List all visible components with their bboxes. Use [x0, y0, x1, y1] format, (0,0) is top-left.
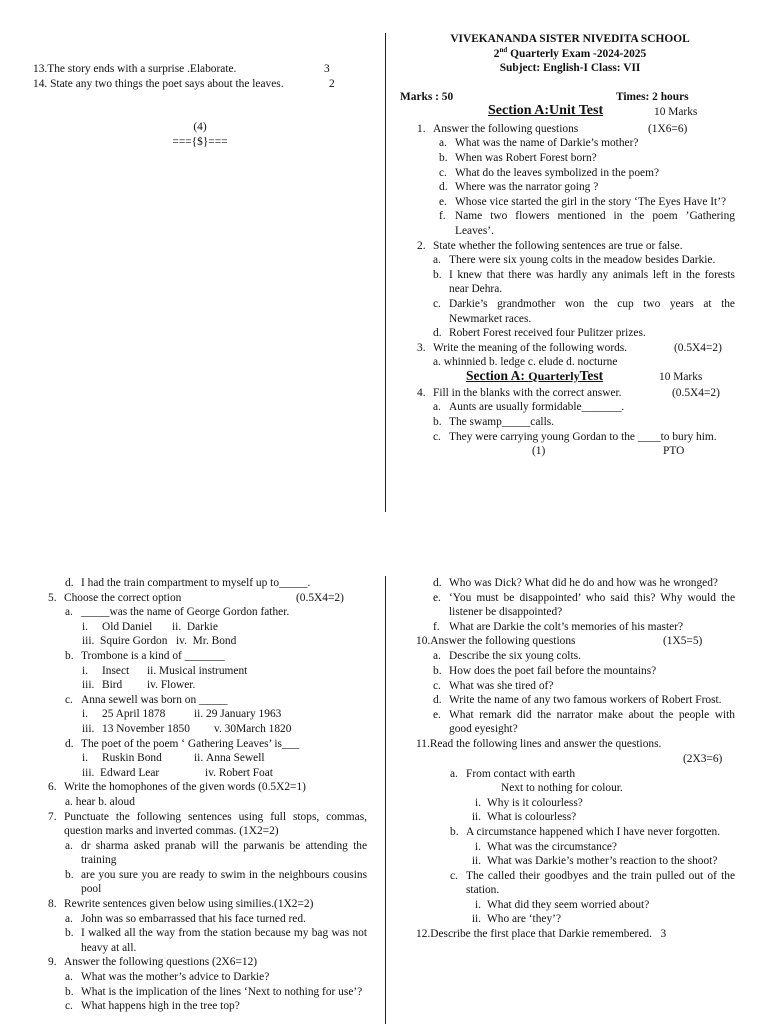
- item-label: f.: [433, 620, 440, 633]
- item-text: ‘You must be disappointed’ who said this? Why would the listener be disappointed?: [449, 591, 735, 619]
- school-name: VIVEKANANDA SISTER NIVEDITA SCHOOL: [450, 33, 690, 45]
- option-text: Darkie: [186, 620, 218, 633]
- question-9-stem: [48, 955, 367, 970]
- question-13-marks: 3: [324, 63, 330, 75]
- section-a-quarterly-marks: 10 Marks: [659, 370, 703, 383]
- list-item: [433, 708, 735, 737]
- question-3-stem: [417, 341, 740, 356]
- question-6-stem: [48, 780, 368, 795]
- option-row: [82, 664, 368, 679]
- question-14-text: 14. State any two things the poet says about the leaves.: [33, 78, 284, 90]
- list-item: [439, 166, 735, 181]
- item-label: a.: [65, 606, 73, 619]
- item-label: c.: [450, 869, 458, 882]
- list-item: [433, 297, 735, 326]
- sub-question-label: ii.: [471, 913, 481, 926]
- item-text: I walked all the way from the station because my bag was not heavy at all.: [81, 927, 367, 954]
- item-label: e.: [439, 195, 447, 208]
- question-9-continued: [416, 576, 735, 634]
- item-text: What was the mother’s advice to Darkie?: [81, 971, 270, 984]
- item-label: c.: [433, 430, 441, 443]
- option-label: v.: [214, 722, 222, 735]
- section-a-quarterly-title: [466, 369, 603, 384]
- sub-question-text: Who are ‘they’?: [487, 913, 561, 926]
- option-row: [82, 707, 368, 722]
- item-text: There were six young colts in the meadow besides Darkie.: [449, 254, 716, 267]
- end-marker: ==={$}===: [172, 135, 228, 148]
- subject-line: Subject: English-I Class: VII: [499, 62, 641, 75]
- item-label: c.: [439, 166, 447, 179]
- question-2-stem: [417, 239, 740, 254]
- question-10-text: Answer the following questions: [430, 635, 576, 648]
- item-label: b.: [433, 664, 442, 677]
- item-label: a.: [65, 839, 73, 852]
- option-text: Musical instrument: [159, 664, 248, 677]
- item-label: a.: [450, 767, 458, 780]
- question-11-marks-row: [416, 752, 738, 767]
- question-11c: [416, 869, 735, 927]
- question-1-number: 1.: [417, 122, 426, 135]
- sub-question-text: What did they seem worried about?: [487, 898, 650, 911]
- list-item: [65, 999, 367, 1014]
- option-row: [65, 766, 368, 781]
- question-13-text: 13.The story ends with a surprise .Elaborate.: [33, 63, 237, 75]
- question-11-stem: [416, 737, 738, 752]
- list-item: [433, 649, 735, 664]
- question-1: [400, 122, 740, 239]
- sub-question-label: i.: [474, 840, 481, 853]
- option-text: Edward Lear: [100, 766, 160, 779]
- list-item: [439, 136, 735, 151]
- item-text: Whose vice started the girl in the story ‘The Eyes Have It’?: [455, 195, 727, 208]
- extract-text: A circumstance happened which I have never forgotten.: [466, 825, 721, 838]
- question-2: [400, 239, 740, 341]
- option-label: iv.: [175, 635, 187, 648]
- question-2-number: 2.: [417, 239, 426, 252]
- section-a-quarterly-heading: [400, 367, 740, 386]
- list-item: [439, 209, 735, 238]
- exam-number: 2: [493, 47, 500, 60]
- item-label: c.: [65, 1000, 73, 1013]
- question-5: [48, 591, 368, 781]
- option-row: [82, 722, 368, 737]
- item-label: b.: [433, 268, 442, 281]
- question-11-text: Read the following lines and answer the questions.: [429, 737, 662, 750]
- item-text: John was so embarrassed that his face turned red.: [81, 912, 306, 925]
- option-label: ii.: [172, 620, 182, 633]
- list-item: [439, 180, 735, 195]
- question-6-words: a. hear b. aloud: [65, 795, 135, 808]
- sub-question-text: What is colourless?: [487, 811, 577, 824]
- item-label: a.: [433, 254, 441, 267]
- question-13: [33, 62, 353, 77]
- question-5-items: [48, 605, 368, 780]
- question-11b: [416, 825, 735, 869]
- question-12-marks: 3: [660, 928, 667, 941]
- question-6-text: Write the homophones of the given words (0.5X2=1): [64, 781, 306, 794]
- option-label: i.: [82, 708, 89, 721]
- exam-suffix: nd: [499, 45, 508, 54]
- sub-questions: [450, 840, 735, 869]
- list-item: [439, 195, 735, 210]
- item-text: When was Robert Forest born?: [455, 151, 597, 164]
- list-item: [65, 868, 367, 897]
- question-7: [48, 810, 367, 898]
- question-3: [400, 341, 740, 370]
- item-text: Anna sewell was born on _____: [81, 693, 228, 706]
- extract-line: [450, 767, 735, 782]
- item-label: b.: [65, 649, 74, 662]
- question-7-items: [48, 839, 367, 897]
- item-text: What are Darkie the colt’s memories of his master?: [449, 620, 684, 633]
- list-item: [433, 664, 735, 679]
- option-label: ii.: [194, 708, 204, 721]
- option-text: Anna Sewell: [206, 752, 265, 765]
- page2-left-column: [48, 576, 368, 1024]
- sub-question: [467, 796, 735, 811]
- option-text: Squire Gordon: [100, 635, 168, 648]
- page1-divider: [385, 33, 386, 512]
- option-text: 25 April 1878: [102, 708, 166, 721]
- question-6: [48, 780, 368, 809]
- option-label: ii.: [147, 664, 157, 677]
- list-item: [433, 326, 735, 341]
- question-11-marks: (2X3=6): [683, 752, 723, 765]
- item-label: e.: [433, 708, 441, 721]
- page1-left-column: [33, 62, 353, 502]
- question-4-number: 4.: [417, 386, 426, 399]
- option-row: [65, 634, 368, 649]
- question-7-text: Punctuate the following sentences using full stops, commas, question marks and inverted commas. (1X2=2): [64, 810, 367, 838]
- question-5-marks: (0.5X4=2): [296, 591, 344, 604]
- section-title-part-c: Test: [579, 367, 604, 383]
- list-item: [65, 839, 367, 868]
- question-5-text: Choose the correct option: [64, 591, 182, 604]
- question-3-text: Write the meaning of the following words.: [433, 341, 628, 354]
- item-text: Trombone is a kind of _______: [81, 649, 225, 662]
- question-8-items: [48, 912, 367, 956]
- question-14: [33, 77, 353, 92]
- option-label: i.: [82, 620, 89, 633]
- list-item: [433, 268, 735, 297]
- sub-question-label: ii.: [471, 855, 481, 868]
- question-3-number: 3.: [417, 341, 426, 354]
- item-text: Darkie’s grandmother won the cup two years at the Newmarket races.: [449, 297, 735, 325]
- item-label: b.: [65, 927, 74, 940]
- item-label: b.: [433, 416, 442, 429]
- sub-questions: [450, 796, 735, 825]
- option-text: Old Daniel: [102, 620, 153, 633]
- question-4-stem: [417, 386, 740, 401]
- question-8-number: 8.: [48, 898, 57, 911]
- item-label: d.: [433, 694, 442, 707]
- sub-question: [467, 912, 735, 927]
- question-9-number: 9.: [48, 956, 57, 969]
- list-item: [433, 576, 735, 591]
- item-text: What is the implication of the lines ‘Next to nothing for use’?: [81, 985, 363, 998]
- option-label: iii.: [82, 766, 95, 779]
- question-11a: [416, 767, 735, 825]
- question-5-number: 5.: [48, 591, 57, 604]
- item-text: What remark did the narrator make about the people with good eyesight?: [449, 708, 735, 736]
- question-8: [48, 897, 367, 955]
- question-1-stem: [417, 122, 740, 137]
- extract-line: [450, 869, 735, 898]
- option-label: iv.: [147, 679, 158, 692]
- question-4-items: [417, 400, 735, 444]
- option-text: Robert Foat: [218, 766, 273, 779]
- page2-right-column: [416, 576, 738, 1024]
- question-11-number: 11.: [416, 737, 430, 750]
- pto-label: PTO: [663, 445, 685, 458]
- page-number-1: (1): [532, 445, 546, 458]
- item-text: Aunts are usually formidable_______.: [449, 401, 625, 414]
- question-9: [48, 955, 367, 1013]
- option-text: 30March 1820: [224, 722, 292, 735]
- item-label: d.: [439, 181, 448, 194]
- sub-question-text: Why is it colourless?: [487, 796, 583, 809]
- item-label: d.: [65, 737, 74, 750]
- list-item: [433, 430, 735, 445]
- list-item: [65, 985, 367, 1000]
- item-label: d.: [65, 577, 74, 589]
- exam-title-rest: Quarterly Exam -2024-2025: [507, 47, 647, 60]
- item-text: The swamp_____calls.: [449, 416, 555, 429]
- question-4-text: Fill in the blanks with the correct answer.: [433, 386, 622, 399]
- question-1-marks: (1X6=6): [648, 122, 688, 135]
- item-text: What was the name of Darkie’s mother?: [455, 137, 639, 150]
- option-label: iii.: [82, 679, 95, 692]
- question-12: [416, 927, 738, 942]
- question-3-words: a. whinnied b. ledge c. elude d. nocturne: [433, 356, 618, 369]
- question-12-number: 12.: [416, 928, 431, 941]
- item-label: a.: [65, 971, 73, 984]
- sub-question: [467, 810, 735, 825]
- item-text: I knew that there was hardly any animals left in the forests near Dehra.: [449, 268, 735, 296]
- item-label: a.: [433, 650, 441, 663]
- section-a-unit-marks: 10 Marks: [654, 105, 698, 118]
- page1-right-column: [400, 32, 740, 510]
- item-text: What was she tired of?: [449, 679, 554, 692]
- question-6-number: 6.: [48, 781, 57, 794]
- option-text: Ruskin Bond: [102, 752, 162, 765]
- list-item: [65, 737, 368, 781]
- question-5-stem: [48, 591, 368, 606]
- question-1-items: [417, 136, 735, 238]
- section-a-unit-title: Section A:Unit Test: [488, 102, 604, 118]
- sub-question-label: i.: [474, 796, 481, 809]
- item-text: I had the train compartment to myself up to_____.: [81, 577, 311, 589]
- extract-line: [450, 825, 735, 840]
- question-4d: [65, 576, 368, 591]
- question-7-stem: [48, 810, 367, 839]
- question-10-number: 10.: [416, 635, 431, 648]
- item-text: How does the poet fail before the mountains?: [449, 664, 657, 677]
- question-14-marks: 2: [329, 78, 335, 90]
- extract-text: The called their goodbyes and the train pulled out of the station.: [466, 869, 735, 897]
- sub-question-text: What was Darkie’s mother’s reaction to the shoot?: [487, 855, 718, 868]
- option-text: Bird: [102, 679, 123, 692]
- option-label: i.: [82, 664, 89, 677]
- list-item: [439, 151, 735, 166]
- item-text: Where was the narrator going ?: [455, 181, 599, 194]
- item-text: dr sharma asked pranab will the parwanis be attending the training: [81, 839, 367, 867]
- item-text: Name two flowers mentioned in the poem ’Gathering Leaves’.: [455, 210, 735, 237]
- item-label: d.: [433, 577, 442, 589]
- duration: Times: 2 hours: [616, 90, 689, 103]
- option-row: [82, 620, 368, 635]
- item-text: They were carrying young Gordan to the ____to bury him.: [449, 430, 717, 443]
- option-text: 13 November 1850: [102, 722, 190, 735]
- item-text: Describe the six young colts.: [449, 650, 581, 663]
- sub-question-label: i.: [474, 898, 481, 911]
- item-label: a.: [439, 137, 447, 150]
- option-row: [82, 751, 368, 766]
- option-label: iii.: [82, 722, 95, 735]
- sub-question-text: What was the circumstance?: [487, 840, 617, 853]
- list-item: [433, 591, 735, 620]
- option-text: 29 January 1963: [206, 708, 282, 721]
- section-title-part-b: Quarterly: [528, 368, 580, 383]
- item-label: d.: [433, 327, 442, 340]
- item-label: e.: [433, 591, 441, 604]
- sub-question: [467, 840, 735, 855]
- item-text: _____was the name of George Gordon father.: [81, 606, 290, 619]
- list-item: [433, 415, 735, 430]
- option-row: [82, 678, 368, 693]
- item-text: Who was Dick? What did he do and how was he wronged?: [449, 577, 718, 589]
- question-2-items: [417, 253, 735, 341]
- total-marks: Marks : 50: [400, 90, 454, 103]
- question-9-items: [48, 970, 367, 1014]
- sub-question: [467, 898, 735, 913]
- list-item: [433, 400, 735, 415]
- question-8-text: Rewrite sentences given below using similies.(1X2=2): [64, 898, 314, 911]
- option-text: Mr. Bond: [192, 635, 237, 648]
- item-text: Robert Forest received four Pulitzer prizes.: [449, 327, 646, 340]
- list-item: [65, 693, 368, 737]
- section-a-unit-heading: [400, 102, 740, 122]
- extract-line-2: Next to nothing for colour.: [501, 782, 623, 795]
- item-label: b.: [450, 825, 459, 838]
- option-label: i.: [82, 752, 89, 765]
- item-label: c.: [65, 693, 73, 706]
- sub-questions: [450, 898, 735, 927]
- sub-question: [467, 854, 735, 869]
- item-label: a.: [65, 912, 73, 925]
- question-7-number: 7.: [48, 810, 57, 823]
- question-8-stem: [48, 897, 367, 912]
- option-label: iv.: [205, 766, 217, 779]
- section-title-part-a: Section A:: [466, 367, 529, 383]
- question-9-text: Answer the following questions (2X6=12): [64, 956, 258, 969]
- list-item: [433, 693, 735, 708]
- option-label: iii.: [82, 635, 95, 648]
- list-item: [65, 605, 368, 649]
- question-11: [416, 737, 738, 927]
- item-label: f.: [439, 210, 446, 223]
- item-label: b.: [439, 151, 448, 164]
- option-text: Flower.: [160, 679, 196, 692]
- page-number-4: (4): [193, 121, 207, 133]
- item-label: a.: [433, 401, 441, 414]
- question-10-stem: [416, 634, 738, 649]
- question-4: [400, 386, 740, 444]
- list-item: [65, 649, 368, 693]
- exam-title: [400, 47, 740, 62]
- option-label: ii.: [194, 752, 204, 765]
- list-item: [433, 253, 735, 268]
- item-text: Write the name of any two famous workers of Robert Frost.: [449, 694, 722, 707]
- option-text: Insect: [102, 664, 130, 677]
- question-12-text: Describe the first place that Darkie remembered.: [430, 928, 652, 941]
- extract-text: From contact with earth: [466, 767, 576, 780]
- page2-divider: [385, 576, 386, 1024]
- item-label: b.: [65, 985, 74, 998]
- page-footer: [400, 444, 740, 459]
- list-item: [65, 926, 367, 955]
- item-label: b.: [65, 868, 74, 881]
- item-text: What do the leaves symbolized in the poem?: [455, 166, 660, 179]
- question-10-items: [416, 649, 735, 737]
- list-item: [433, 679, 735, 694]
- list-item: [65, 912, 367, 927]
- list-item: [65, 970, 367, 985]
- item-text: What happens high in the tree top?: [81, 1000, 240, 1013]
- question-10: [416, 634, 738, 737]
- question-1-text: Answer the following questions: [433, 122, 579, 135]
- item-text: The poet of the poem ‘ Gathering Leaves’ is___: [81, 737, 300, 750]
- sub-question-label: ii.: [471, 811, 481, 824]
- item-text: are you sure you are ready to swim in the neighbours cousins pool: [81, 868, 367, 896]
- question-4-marks: (0.5X4=2): [672, 386, 720, 399]
- question-3-marks: (0.5X4=2): [674, 341, 722, 354]
- item-label: c.: [433, 297, 441, 310]
- list-item: [433, 620, 735, 635]
- question-10-marks: (1X5=5): [663, 635, 703, 648]
- question-2-text: State whether the following sentences are true or false.: [433, 239, 683, 252]
- item-label: c.: [433, 679, 441, 692]
